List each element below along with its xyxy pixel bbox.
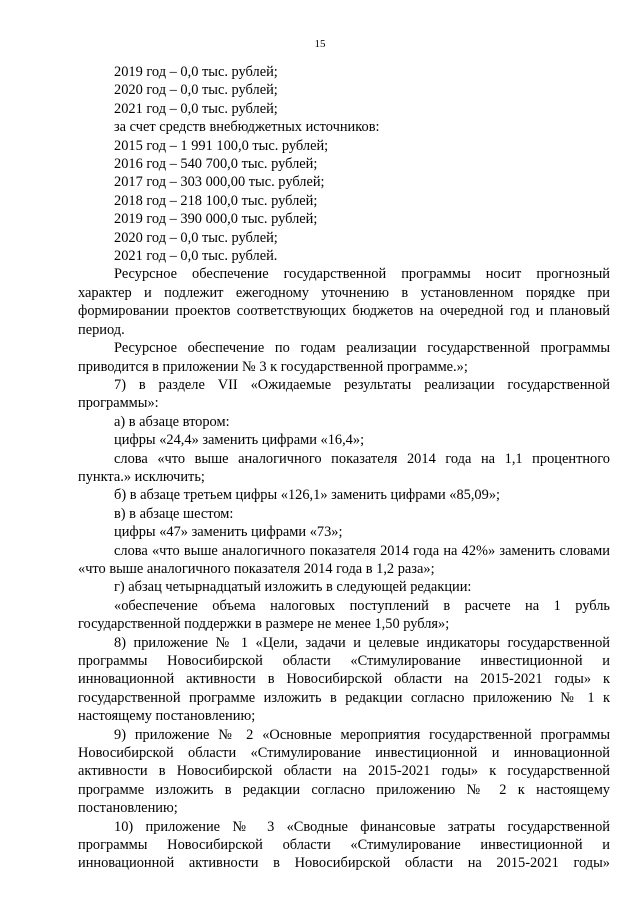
document-body	[78, 63, 610, 873]
paragraph-item-7d-text: «обеспечение объема налоговых поступлений в расчете на 1 рубль государственной поддержки в размере не менее 1,50 рубля»;	[78, 597, 610, 633]
paragraph-item-7d: г) абзац четырнадцатый изложить в следующей редакции:	[114, 579, 472, 596]
paragraph-item-7b: б) в абзаце третьем цифры «126,1» заменить цифрами «85,09»;	[114, 487, 501, 504]
paragraph-item-8: 8) приложение № 1 «Цели, задачи и целевые индикаторы государственной программы Новосибирской области «Стимулирование инвестиционной и инновационной активности в Новосибирской области на 2015-2021 годы» к государственной программе изложить в редакции согласно приложению № 1 к настоящему постановлению;	[78, 634, 610, 725]
offbudget-line-2021: 2021 год – 0,0 тыс. рублей.	[114, 248, 278, 265]
offbudget-line-2020: 2020 год – 0,0 тыс. рублей;	[114, 229, 278, 246]
paragraph-item-7a: а) в абзаце втором:	[114, 413, 230, 430]
offbudget-line-2015: 2015 год – 1 991 100,0 тыс. рублей;	[114, 137, 329, 154]
budget-line-2019: 2019 год – 0,0 тыс. рублей;	[114, 64, 278, 80]
offbudget-line-2017: 2017 год – 303 000,00 тыс. рублей;	[114, 174, 325, 191]
paragraph-item-9: 9) приложение № 2 «Основные мероприятия государственной программы Новосибирской области «Стимулирование инвестиционной и инновационной активности в Новосибирской области на 2015-2021 годы» к государственной программе изложить в редакции согласно приложению № 2 к настоящему постановлению;	[78, 726, 610, 817]
paragraph-item-7c-words: слова «что выше аналогичного показателя 2014 года на 42%» заменить словами «что выше аналогичного показателя 2014 года в 1,2 раза»;	[78, 542, 610, 577]
budget-line-2021: 2021 год – 0,0 тыс. рублей;	[114, 100, 278, 117]
offbudget-line-2019: 2019 год – 390 000,0 тыс. рублей;	[114, 211, 318, 228]
paragraph-resource-appendix: Ресурсное обеспечение по годам реализации государственной программы приводится в приложении № 3 к государственной программе.»;	[78, 340, 610, 375]
paragraph-item-7c: в) в абзаце шестом:	[114, 505, 234, 522]
budget-line-2020: 2020 год – 0,0 тыс. рублей;	[114, 82, 278, 99]
offbudget-line-2016: 2016 год – 540 700,0 тыс. рублей;	[114, 156, 318, 173]
paragraph-item-10: 10) приложение № 3 «Сводные финансовые затраты государственной программы Новосибирской области «Стимулирование инвестиционной и инновационной активности в Новосибирской области на 2015-2021 годы»	[78, 818, 610, 872]
offbudget-line-2018: 2018 год – 218 100,0 тыс. рублей;	[114, 192, 318, 209]
paragraph-item-7: 7) в разделе VII «Ожидаемые результаты реализации государственной программы»:	[78, 376, 610, 412]
offbudget-heading: за счет средств внебюджетных источников:	[114, 119, 380, 136]
paragraph-item-7a-digits: цифры «24,4» заменить цифрами «16,4»;	[114, 432, 365, 449]
paragraph-resource-forecast: Ресурсное обеспечение государственной программы носит прогнозный характер и подлежит ежегодному уточнению в установленном порядке при формировании проектов соответствующих бюджетов на очередной год и плановый период.	[78, 266, 610, 338]
page-number: 15	[314, 38, 326, 50]
paragraph-item-7c-digits: цифры «47» заменить цифрами «73»;	[114, 524, 343, 541]
paragraph-item-7a-words: слова «что выше аналогичного показателя 2014 года на 1,1 процентного пункта.» исключить;	[78, 450, 610, 485]
